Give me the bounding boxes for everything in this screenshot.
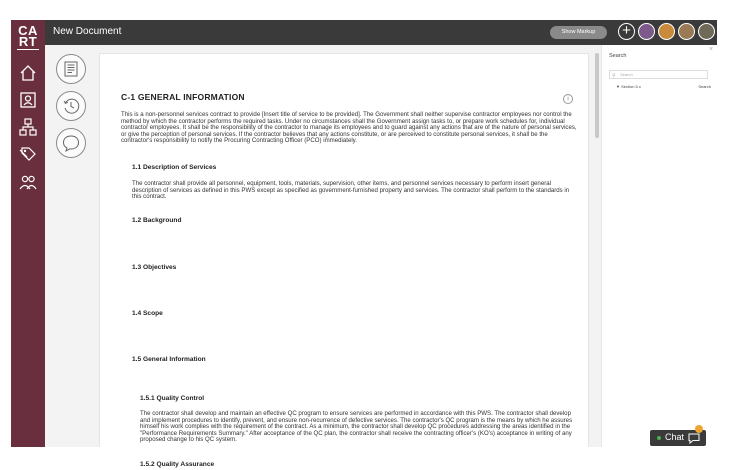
- section-search-link[interactable]: Search: [698, 84, 711, 89]
- org-chart-icon[interactable]: [18, 117, 38, 137]
- search-placeholder: Search: [620, 72, 633, 77]
- logo-divider: [17, 49, 39, 50]
- tags-icon[interactable]: [18, 144, 38, 164]
- subsection-heading: 1.1 Description of Services: [132, 164, 217, 171]
- description-paragraph: The contractor shall provide all personnel, equipment, tools, materials, supervision, other items, and personnel services necessary to perform insert general description of services as defined in this PWS except as specified as government-furnished property and services. The contractor shall perform to the standards in this contract.: [132, 180, 570, 201]
- app-logo[interactable]: [15, 25, 41, 47]
- scrollbar-thumb[interactable]: [595, 53, 599, 138]
- document-title[interactable]: New Document: [53, 26, 122, 37]
- chat-label: Chat: [665, 432, 685, 442]
- search-input[interactable]: [609, 70, 708, 79]
- logo-bottom-text: RT: [18, 34, 38, 49]
- profile-card-icon[interactable]: [18, 90, 38, 110]
- intro-paragraph: This is a non-personnel services contract to provide [Insert title of service to be provided]. The Government shall neither supervise contractor employees nor control the method by which the contractor performs the required tasks. Under no circumstances shall the Government assign tasks to, or prepare work schedules for, individual contractor employees. It shall be the responsibility of the contractor to manage its employees and to guard against any actions that are of the nature of personal services, or give the perception of personal services. If the contractor believes that any actions constitute, or are perceived to constitute personal services, it shall be the contractor's responsibility to notify the Procuring Contracting Officer (PCO) immediately.: [121, 111, 577, 145]
- show-markup-label: Show Markup: [561, 29, 596, 35]
- avatar[interactable]: [678, 23, 695, 40]
- subsection-heading: 1.5.2 Quality Assurance: [140, 461, 215, 468]
- subsection-heading: 1.4 Scope: [132, 310, 163, 317]
- panel-title: Search: [609, 53, 627, 59]
- outline-icon: [61, 59, 81, 79]
- users-icon[interactable]: [18, 173, 38, 193]
- info-icon[interactable]: i: [563, 94, 573, 104]
- section-heading: C-1 GENERAL INFORMATION: [121, 92, 245, 102]
- subsection-heading: 1.5 General Information: [132, 356, 206, 363]
- history-button[interactable]: [56, 91, 86, 121]
- search-panel: [601, 45, 718, 447]
- avatar[interactable]: [698, 23, 715, 40]
- show-markup-button[interactable]: [550, 26, 607, 39]
- add-button[interactable]: +: [618, 23, 635, 40]
- chat-button[interactable]: [650, 430, 706, 446]
- search-icon: ⚲: [612, 73, 616, 79]
- subsection-heading: 1.2 Background: [132, 217, 182, 224]
- document-scrollbar[interactable]: [594, 45, 600, 447]
- document-tools: [45, 45, 99, 447]
- subsection-heading: 1.5.1 Quality Control: [140, 395, 205, 402]
- notification-badge: [695, 425, 703, 433]
- comments-button[interactable]: [56, 128, 86, 158]
- subsection-heading: 1.3 Objectives: [132, 264, 177, 271]
- section-label: ▼ Section 5.x: [616, 84, 641, 89]
- avatar[interactable]: [658, 23, 675, 40]
- main-sidebar: [11, 20, 45, 447]
- chat-bubble-icon: [688, 433, 700, 444]
- logo-top-text: CA: [18, 23, 38, 38]
- avatar[interactable]: [638, 23, 655, 40]
- history-icon: [61, 96, 81, 116]
- app-window: [11, 20, 717, 468]
- outline-button[interactable]: [56, 54, 86, 84]
- comments-icon: [61, 133, 81, 153]
- home-icon[interactable]: [18, 63, 38, 83]
- top-bar: [45, 20, 717, 45]
- quality-control-paragraph: The contractor shall develop and maintain an effective QC program to ensure services are performed in accordance with this PWS. The contractor shall develop and implement procedures to identify, prevent, and ensure non-recurrence of defective services. The contractor's QC program is the means by which he assures himself his work complies with the requirement of the contract. As a minimum, the contractor shall develop QC procedures addressing the areas identified in the "Performance Requirements Summary." After acceptance of the QC plan, the contractor shall receive the contracting officer's (KO's) acceptance in writing of any proposed change to his QC system.: [140, 410, 573, 444]
- close-icon[interactable]: ×: [708, 46, 713, 53]
- document-page[interactable]: [99, 53, 589, 468]
- online-status-dot: [657, 436, 661, 440]
